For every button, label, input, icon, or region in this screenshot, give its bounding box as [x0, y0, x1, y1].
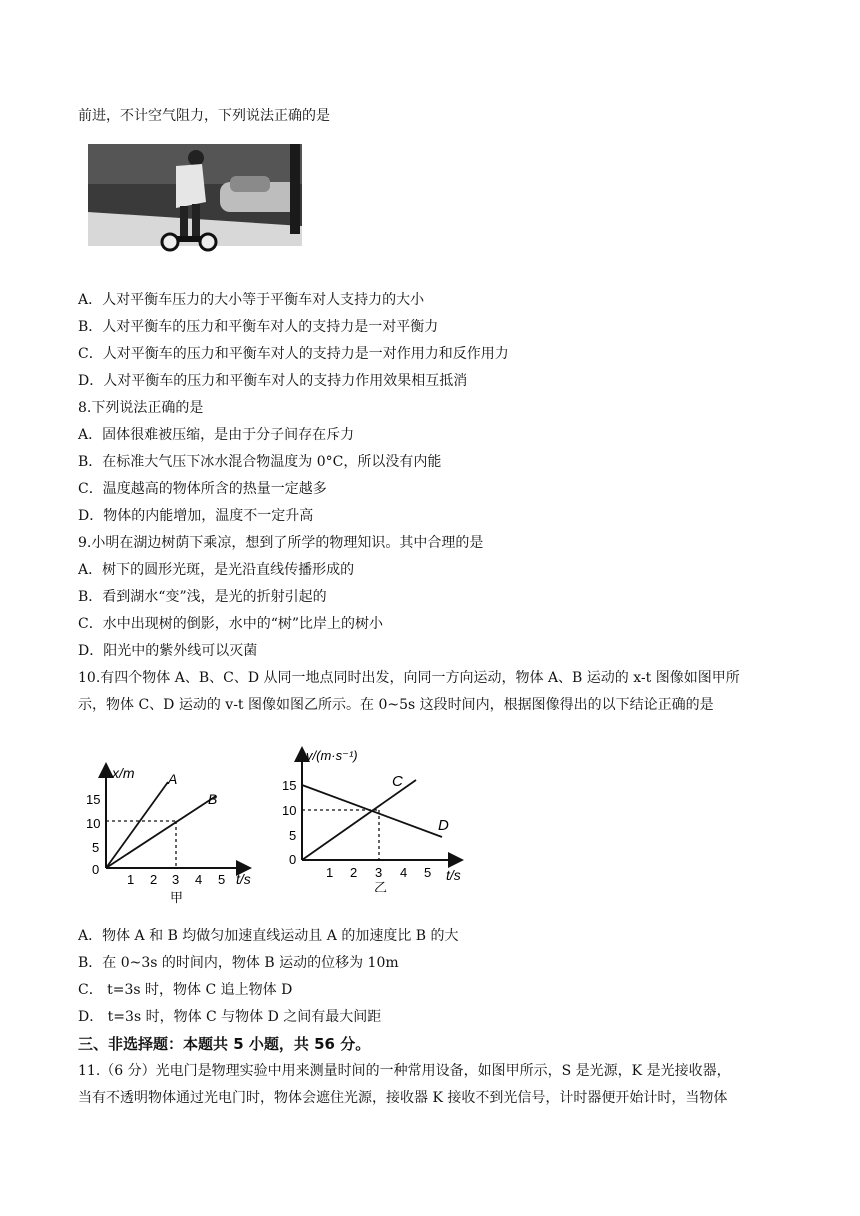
graph-yi-xtick-5: 5 — [424, 865, 432, 880]
graph-jia-line-b — [106, 796, 216, 868]
q10-option-b: B．在 0~3s 的时间内，物体 B 运动的位移为 10m — [78, 955, 399, 971]
graph-jia-ytick-0: 0 — [92, 862, 100, 877]
graph-yi-label-c: C — [392, 773, 403, 790]
q8-option-a: A．固体很难被压缩，是由于分子间存在斥力 — [78, 427, 355, 443]
q7-stem-tail: 前进，不计空气阻力，下列说法正确的是 — [78, 108, 330, 124]
q9-stem: 9.小明在湖边树荫下乘凉，想到了所学的物理知识。其中合理的是 — [78, 535, 484, 551]
balance-scooter-photo — [80, 142, 304, 260]
graph-yi-label-d: D — [438, 817, 449, 834]
q11-stem-line2: 当有不透明物体通过光电门时，物体会遮住光源，接收器 K 接收不到光信号，计时器便开始计时，当物体 — [78, 1090, 728, 1106]
q10-option-d: D． t=3s 时，物体 C 与物体 D 之间有最大间距 — [78, 1009, 382, 1025]
q10-stem-line1: 10.有四个物体 A、B、C、D 从同一地点同时出发，向同一方向运动，物体 A、B 运动的 x-t 图像如图甲所 — [78, 670, 740, 686]
graph-yi-ylabel: v/(m·s⁻¹) — [306, 748, 358, 763]
q8-stem: 8.下列说法正确的是 — [78, 400, 204, 416]
graph-jia-line-a — [106, 782, 168, 868]
graph-jia-xtick-5: 5 — [218, 872, 226, 887]
graph-yi-xtick-2: 2 — [350, 865, 358, 880]
q7-option-c: C．人对平衡车的压力和平衡车对人的支持力是一对作用力和反作用力 — [78, 346, 509, 362]
graph-jia-ytick-5: 5 — [92, 840, 100, 855]
q7-option-a: A．人对平衡车压力的大小等于平衡车对人支持力的大小 — [78, 292, 425, 308]
graph-yi-xtick-4: 4 — [400, 865, 408, 880]
graph-yi-ytick-10: 10 — [282, 803, 297, 818]
q9-option-a: A．树下的圆形光斑，是光沿直线传播形成的 — [78, 562, 355, 578]
graph-jia-xtick-2: 2 — [150, 872, 158, 887]
graph-yi-caption: 乙 — [374, 880, 388, 892]
graph-jia-xtick-3: 3 — [172, 872, 180, 887]
q10-option-c: C． t=3s 时，物体 C 追上物体 D — [78, 982, 293, 998]
q7-option-b: B．人对平衡车的压力和平衡车对人的支持力是一对平衡力 — [78, 319, 439, 335]
graph-yi-ytick-0: 0 — [289, 852, 297, 867]
graph-jia-ytick-15: 15 — [86, 792, 101, 807]
graph-jia-caption: 甲 — [170, 890, 184, 905]
graph-jia-xtick-1: 1 — [127, 872, 135, 887]
graph-jia-label-a: A — [168, 771, 178, 787]
graph-yi-xtick-1: 1 — [326, 865, 334, 880]
graph-jia-xt — [76, 756, 286, 906]
graph-yi-vt — [282, 742, 482, 892]
graph-yi-ytick-5: 5 — [289, 828, 297, 843]
q9-option-b: B．看到湖水“变”浅，是光的折射引起的 — [78, 589, 327, 605]
q9-option-c: C．水中出现树的倒影，水中的“树”比岸上的树小 — [78, 616, 384, 632]
graph-jia-xlabel: t/s — [236, 871, 251, 887]
q8-option-b: B．在标准大气压下冰水混合物温度为 0°C，所以没有内能 — [78, 454, 442, 470]
q9-option-d: D．阳光中的紫外线可以灭菌 — [78, 643, 258, 659]
q8-option-d: D．物体的内能增加，温度不一定升高 — [78, 508, 314, 524]
q10-option-a: A．物体 A 和 B 均做匀加速直线运动且 A 的加速度比 B 的大 — [78, 928, 459, 944]
graph-yi-xlabel: t/s — [446, 867, 461, 883]
graph-jia-ytick-10: 10 — [86, 816, 101, 831]
graph-jia-xtick-4: 4 — [195, 872, 203, 887]
graph-jia-ylabel: x/m — [112, 765, 135, 781]
graph-yi-line-d — [302, 785, 442, 837]
section-3-heading: 三、非选择题：本题共 5 小题，共 56 分。 — [78, 1035, 371, 1053]
q10-stem-line2: 示，物体 C、D 运动的 v-t 图像如图乙所示。在 0~5s 这段时间内，根据图像得出的以下结论正确的是 — [78, 697, 714, 713]
q7-option-d: D．人对平衡车的压力和平衡车对人的支持力作用效果相互抵消 — [78, 373, 468, 389]
graph-yi-ytick-15: 15 — [282, 778, 297, 793]
q8-option-c: C．温度越高的物体所含的热量一定越多 — [78, 481, 327, 497]
q11-stem-line1: 11.（6 分）光电门是物理实验中用来测量时间的一种常用设备，如图甲所示，S 是光源，K 是光接收器， — [78, 1063, 731, 1079]
graph-jia-label-b: B — [208, 791, 218, 807]
graph-yi-xtick-3: 3 — [375, 865, 383, 880]
